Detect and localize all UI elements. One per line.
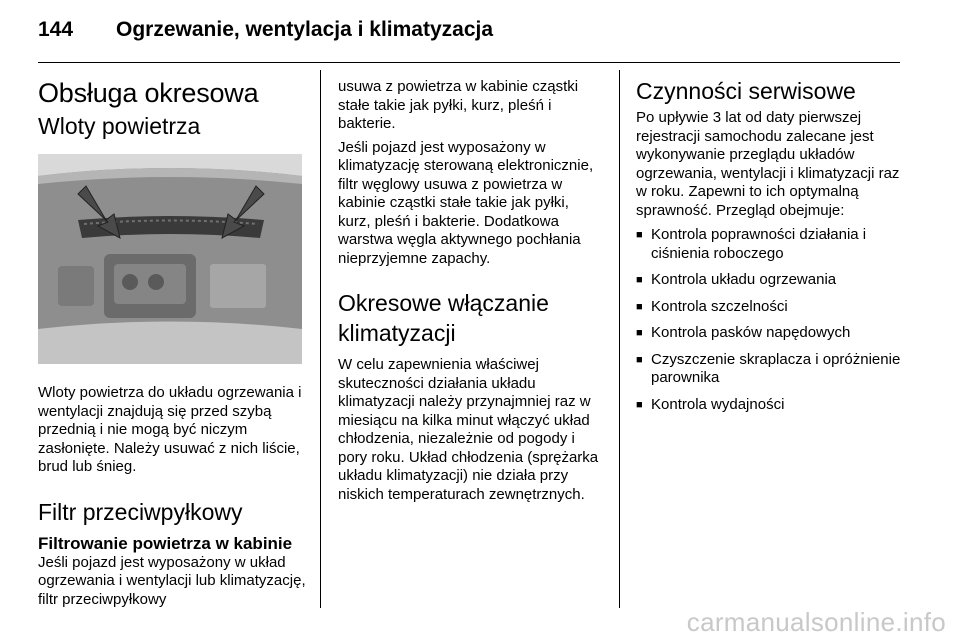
list-item: ■ Kontrola wydajności xyxy=(636,396,904,415)
filter-title: Filtr przeciwpyłkowy xyxy=(38,498,243,525)
section-title: Obsługa okresowa xyxy=(38,78,259,108)
column-3 xyxy=(636,70,904,422)
list-item: ■ Kontrola pasków napędowych xyxy=(636,324,904,343)
list-item: ■ Kontrola poprawności działania i ciśnienia roboczego xyxy=(636,226,904,263)
air-inlets-paragraph: Wloty powietrza do układu ogrzewania i wentylacji znajdują się przed szybą przednią i nie mogą być niczym zasłonięte. Należy usuwać z nich liście, brud lub śnieg. xyxy=(38,384,302,475)
page-number: 144 xyxy=(38,18,74,41)
periodic-ac-paragraph: W celu zapewnienia właściwej skuteczności działania układu klimatyzacji należy przynajmniej raz w miesiącu na kilka minut włączyć układ chłodzenia, niezależnie od pogody i pory roku. Układ chłodzenia (sprężarka układu klimatyzacji) nie działa przy niskich temperaturach zewnętrznych. xyxy=(338,356,599,503)
list-item: ■ Kontrola układu ogrzewania xyxy=(636,271,904,290)
chapter-title: Ogrzewanie, wentylacja i klimatyzacja xyxy=(116,18,494,41)
list-item: ■ Kontrola szczelności xyxy=(636,298,904,317)
filter-paragraph: Jeśli pojazd jest wyposażony w układ ogrzewania i wentylacji lub klimatyzację, filtr przeciwpyłkowy xyxy=(38,553,306,608)
subsection-title-air-inlets: Wloty powietrza xyxy=(38,113,201,139)
engine-bay-photo xyxy=(38,154,302,364)
header-divider xyxy=(38,62,900,63)
column-2 xyxy=(338,70,604,509)
filter-subtitle: Filtrowanie powietrza w kabinie xyxy=(38,533,293,553)
list-item: ■ Czyszczenie skraplacza i opróżnienie parownika xyxy=(636,351,904,388)
column-divider-1 xyxy=(320,70,321,608)
engine-bay-illustration xyxy=(38,154,302,364)
service-title: Czynności serwisowe xyxy=(636,78,856,104)
column-1 xyxy=(38,70,306,614)
column-divider-2 xyxy=(619,70,620,608)
service-intro: Po upływie 3 lat od daty pierwszej rejestracji samochodu zalecane jest wykonywanie przeglądu układów ogrzewania, wentylacji i klimatyzacji raz w roku. Zapewni to ich optymalną sprawność. Przegląd obejmuje: xyxy=(636,109,900,219)
carbon-filter-paragraph: Jeśli pojazd jest wyposażony w klimatyzację sterowaną elektronicznie, filtr węglowy usuwa z powietrza w kabinie cząstki stałe takie jak pyłki, kurz, pleśń i bakterie. Dodatkowa warstwa węgla aktywnego pochłania nieprzyjemne zapachy. xyxy=(338,138,594,267)
service-list xyxy=(636,226,904,414)
watermark: carmanualsonline.info xyxy=(686,607,946,637)
filter-paragraph-continued: usuwa z powietrza w kabinie cząstki stałe takie jak pyłki, kurz, pleśń i bakterie. xyxy=(338,78,579,132)
periodic-ac-title: Okresowe włączanie klimatyzacji xyxy=(338,290,549,346)
